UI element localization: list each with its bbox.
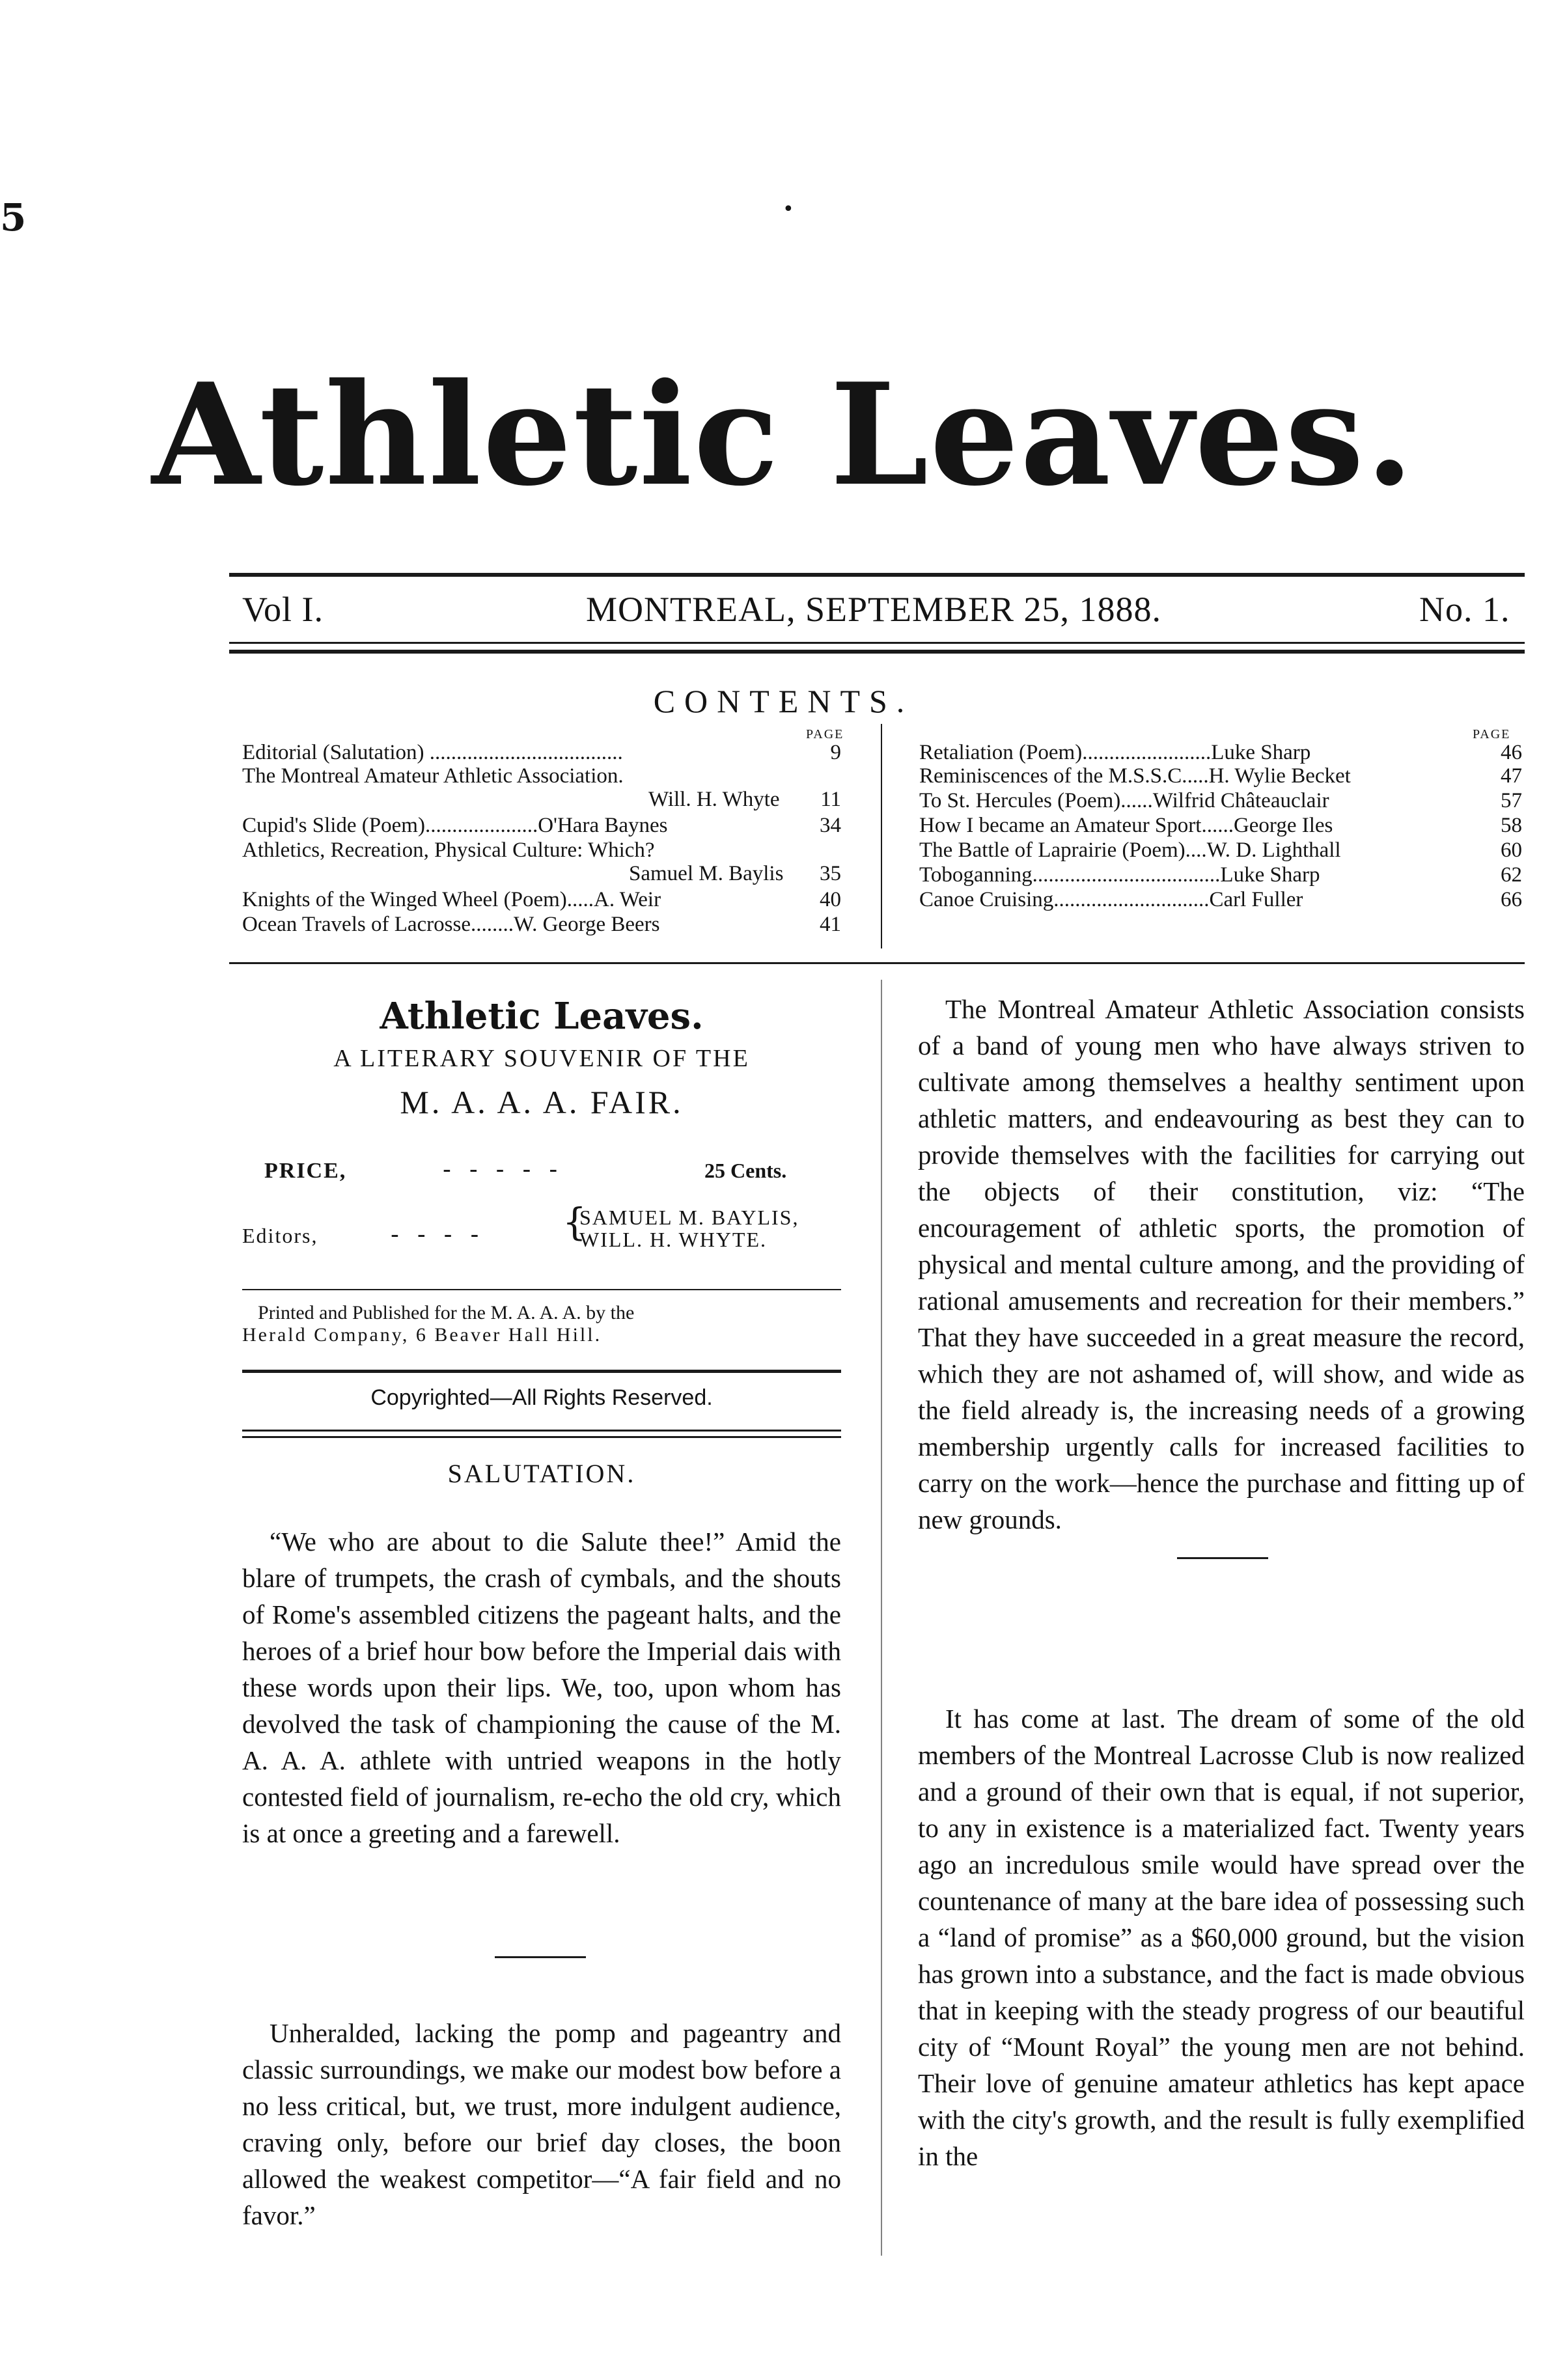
toc-author: O'Hara Baynes bbox=[538, 814, 668, 837]
copyright-rule-bottom bbox=[242, 1430, 841, 1432]
toc-entry: Cupid's Slide (Poem).....................O'Hara Baynes bbox=[242, 814, 668, 837]
editors-brace: { bbox=[562, 1200, 587, 1244]
contents-divider bbox=[881, 724, 882, 948]
issue-rule-top bbox=[229, 642, 1525, 644]
toc-title: Retaliation (Poem) bbox=[919, 741, 1083, 764]
toc-title: Toboganning bbox=[919, 863, 1033, 887]
toc-author: W. D. Lighthall bbox=[1206, 838, 1341, 862]
toc-entry: The Battle of Laprairie (Poem)....W. D. Lighthall bbox=[919, 838, 1341, 862]
price-dashes: ----- bbox=[443, 1155, 576, 1183]
issue-rule-bottom bbox=[229, 650, 1525, 654]
toc-page: 41 bbox=[820, 913, 841, 936]
toc-author: W. George Beers bbox=[513, 913, 660, 936]
toc-page: 9 bbox=[830, 741, 841, 764]
salutation-para-1 bbox=[242, 1523, 841, 1851]
souvenir-subtitle: A LITERARY SOUVENIR OF THE bbox=[333, 1045, 750, 1072]
toc-page: 66 bbox=[1501, 888, 1522, 911]
toc-page: 35 bbox=[820, 862, 841, 885]
toc-entry: Canoe Cruising.............................Carl Fuller bbox=[919, 888, 1303, 911]
toc-page: 62 bbox=[1501, 863, 1522, 887]
toc-title: Athletics, Recreation, Physical Culture: Which? bbox=[242, 838, 655, 862]
toc-entry: Toboganning...................................Luke Sharp bbox=[919, 863, 1320, 887]
toc-entry: Ocean Travels of Lacrosse........W. George Beers bbox=[242, 913, 660, 936]
copyright-rule-top bbox=[242, 1370, 841, 1373]
association-para-2 bbox=[918, 1700, 1525, 2174]
price-value: 25 Cents. bbox=[704, 1159, 787, 1182]
toc-title: The Montreal Amateur Athletic Association. bbox=[242, 764, 624, 788]
printed-line: Printed and Published for the M. A. A. A. by the bbox=[258, 1302, 635, 1323]
souvenir-fair: M. A. A. A. FAIR. bbox=[400, 1084, 684, 1120]
salutation-heading: SALUTATION. bbox=[447, 1459, 636, 1488]
toc-entry: To St. Hercules (Poem)......Wilfrid Châteauclair bbox=[919, 789, 1329, 812]
copyright: Copyrighted—All Rights Reserved. bbox=[370, 1385, 713, 1410]
issue-volume: Vol I. bbox=[242, 590, 324, 629]
scan-mark: • bbox=[783, 198, 794, 221]
toc-author: Samuel M. Baylis bbox=[629, 862, 784, 885]
toc-title: The Battle of Laprairie (Poem) bbox=[919, 838, 1186, 862]
section-rule bbox=[495, 1956, 586, 1958]
contents-heading: CONTENTS. bbox=[653, 683, 914, 719]
toc-page: 46 bbox=[1501, 741, 1522, 764]
salutation-para-2 bbox=[242, 2015, 841, 2234]
toc-title: Editorial (Salutation) bbox=[242, 741, 424, 764]
toc-page: 40 bbox=[820, 888, 841, 911]
toc-page: 11 bbox=[820, 788, 841, 811]
page-label-right: PAGE bbox=[1473, 727, 1511, 741]
toc-entry: Knights of the Winged Wheel (Poem).....A. Weir bbox=[242, 888, 661, 911]
toc-author: H. Wylie Becket bbox=[1208, 764, 1351, 788]
toc-entry bbox=[242, 764, 624, 788]
contents-rule bbox=[229, 962, 1525, 964]
toc-entry: Reminiscences of the M.S.S.C.....H. Wylie Becket bbox=[919, 764, 1351, 788]
editor-name: WILL. H. WHYTE. bbox=[579, 1228, 767, 1251]
toc-page: 34 bbox=[820, 814, 841, 837]
toc-page: 60 bbox=[1501, 838, 1522, 862]
scan-mark: 5 bbox=[0, 195, 27, 240]
toc-author: Carl Fuller bbox=[1209, 888, 1303, 911]
toc-author: A. Weir bbox=[594, 888, 661, 911]
page-label-left: PAGE bbox=[806, 727, 844, 741]
toc-page: 47 bbox=[1501, 764, 1522, 788]
toc-entry: Retaliation (Poem)........................Luke Sharp bbox=[919, 741, 1311, 764]
salutation-text: Unheralded, lacking the pomp and pageantry and classic surroundings, we make our modest bow before a no less critical, but, we trust, more indulgent audience, craving only, before our brief day closes, the boon allowed the weakest competitor—“A fair field and no favor.” bbox=[242, 2018, 841, 2230]
editors-label: Editors, bbox=[242, 1224, 318, 1247]
toc-author: Will. H. Whyte bbox=[648, 788, 780, 811]
souvenir-title: Athletic Leaves. bbox=[380, 995, 704, 1038]
toc-page: 58 bbox=[1501, 814, 1522, 837]
toc-title: To St. Hercules (Poem) bbox=[919, 789, 1121, 812]
toc-title: How I became an Amateur Sport bbox=[919, 814, 1202, 837]
toc-entry bbox=[242, 838, 655, 862]
copyright-rule-bottom bbox=[242, 1436, 841, 1438]
toc-entry: How I became an Amateur Sport......George Iles bbox=[919, 814, 1333, 837]
article-text: It has come at last. The dream of some of the old members of the Montreal Lacrosse Club is now realized and a ground of their own that is equal, if not superior, to any in existence is a materialized fact. Twenty years ago an incredulous smile would have spread over the countenance of many at the bare idea of possessing such a “land of promise” as a $60,000 ground, but the vision has grown into a substance, and the fact is made obvious that in keeping with the steady progress of our beautiful city of “Mount Royal” the young men are not behind. Their love of genuine amateur athletics has kept apace with the city's growth, and the result is fully exemplified in the bbox=[918, 1704, 1525, 2171]
toc-title: Canoe Cruising bbox=[919, 888, 1054, 911]
toc-title: Cupid's Slide (Poem) bbox=[242, 814, 425, 837]
editors-dashes: ---- bbox=[391, 1220, 497, 1249]
section-rule bbox=[1177, 1557, 1268, 1559]
masthead-title: Athletic Leaves. bbox=[152, 352, 1415, 517]
toc-author: Wilfrid Châteauclair bbox=[1152, 789, 1329, 812]
article-text: The Montreal Amateur Athletic Association consists of a band of young men who have always striven to cultivate among themselves a healthy sentiment upon athletic matters, and endeavouring as best they can to provide themselves with the facilities for carrying out the objects of their constitution, viz: “The encouragement of athletic sports, the promotion of physical and mental culture among, and the providing of rational amusements and recreation for their members.” That they have succeeded in a great measure the record, which they are not ashamed of, will show, and wide as the field already is, the increasing needs of a growing membership urgently calls for increased facilities to carry on the work—hence the purchase and fitting up of new grounds. bbox=[918, 994, 1525, 1534]
salutation-text: “We who are about to die Salute thee!” Amid the blare of trumpets, the crash of cymbals, and the shouts of Rome's assembled citizens the pageant halts, and the heroes of a brief hour bow before the Imperial dais with these words upon their lips. We, too, upon whom has devolved the task of championing the cause of the M. A. A. A. athlete with untried weapons in the hotly contested field of journalism, re-echo the old cry, which is at once a greeting and a farewell. bbox=[242, 1527, 841, 1848]
toc-title: Knights of the Winged Wheel (Poem) bbox=[242, 888, 567, 911]
issue-number: No. 1. bbox=[1419, 590, 1510, 629]
toc-title: Ocean Travels of Lacrosse bbox=[242, 913, 471, 936]
toc-title: Reminiscences of the M.S.S.C. bbox=[919, 764, 1187, 788]
toc-entry: Editorial (Salutation) .................................... bbox=[242, 741, 623, 764]
printer-line: Herald Company, 6 Beaver Hall Hill. bbox=[242, 1324, 602, 1346]
column-divider bbox=[881, 980, 882, 2256]
association-para-1 bbox=[918, 991, 1525, 1538]
toc-author: George Iles bbox=[1233, 814, 1333, 837]
price-label: PRICE, bbox=[264, 1159, 347, 1183]
toc-author: Luke Sharp bbox=[1220, 863, 1320, 887]
issue-dateline: MONTREAL, SEPTEMBER 25, 1888. bbox=[586, 590, 1162, 629]
toc-page: 57 bbox=[1501, 789, 1522, 812]
toc-author: Luke Sharp bbox=[1211, 741, 1311, 764]
editor-name: SAMUEL M. BAYLIS, bbox=[579, 1206, 799, 1229]
masthead-rule bbox=[229, 573, 1525, 577]
souvenir-rule bbox=[242, 1289, 841, 1290]
